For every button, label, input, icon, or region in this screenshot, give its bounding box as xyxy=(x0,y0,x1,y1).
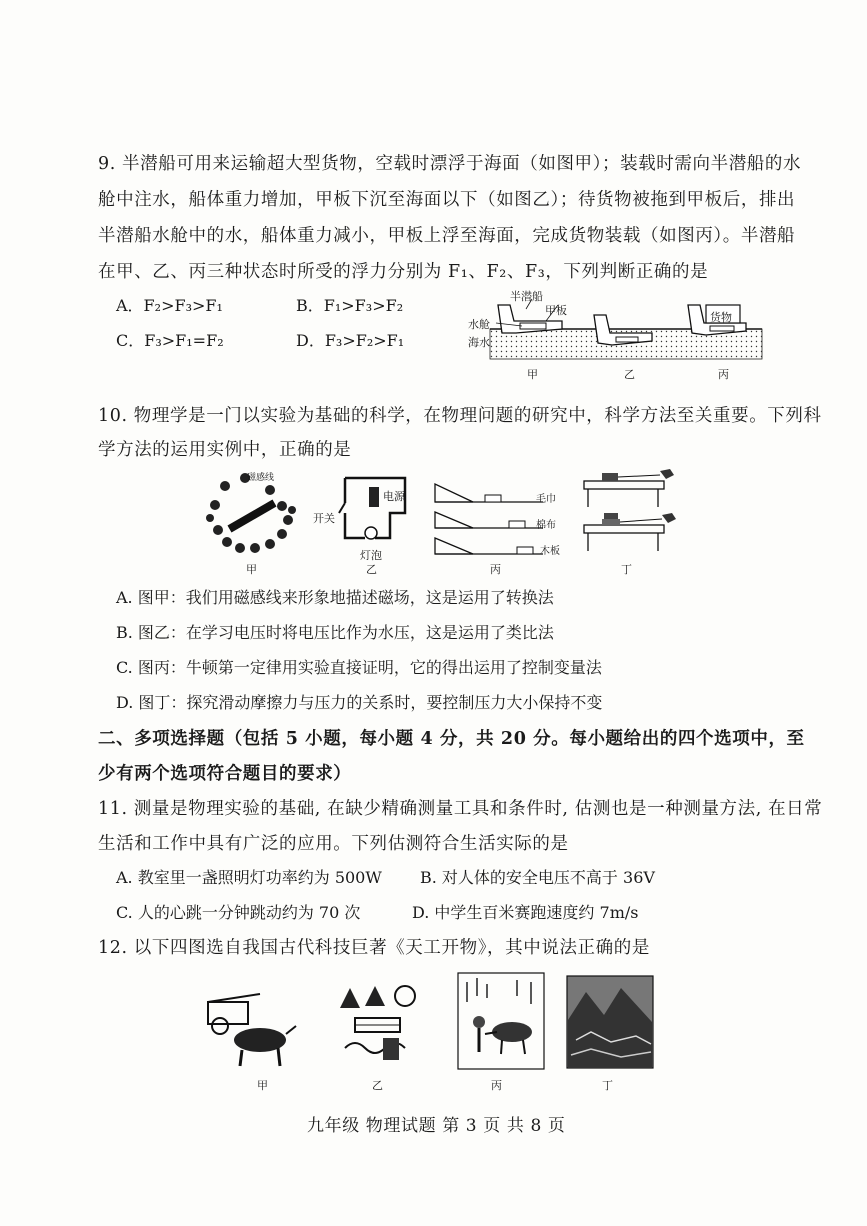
tiangong-figure-bing xyxy=(457,972,547,1072)
tiangong-figure-ding xyxy=(566,970,656,1070)
magnet-figure xyxy=(200,470,310,560)
q9-option-b[interactable]: B．F₁>F₃>F₂ xyxy=(296,296,404,315)
fig10-caption-jia: 甲 xyxy=(246,563,257,576)
label-deck: 甲板 xyxy=(545,304,567,317)
magnet-label: 磁感线 xyxy=(247,473,275,483)
circuit-figure xyxy=(335,473,415,558)
q11-line-2: 生活和工作中具有广泛的应用。下列估测符合生活实际的是 xyxy=(98,834,569,854)
q11-line-1: 11. 测量是物理实验的基础, 在缺少精确测量工具和条件时, 估测也是一种测量方法, 在日常 xyxy=(98,799,823,819)
q11-option-a[interactable]: A. 教室里一盏照明灯功率约为 500W xyxy=(116,868,382,887)
q9-option-d[interactable]: D．F₃>F₂>F₁ xyxy=(296,331,405,350)
caption-yi: 乙 xyxy=(624,368,635,381)
label-tank: 水舱 xyxy=(468,318,490,331)
page-footer: 九年级 物理试题 第 3 页 共 8 页 xyxy=(307,1116,566,1136)
tiangong-figure-yi xyxy=(335,978,425,1068)
q10-option-a[interactable]: A. 图甲：我们用磁感线来形象地描述磁场，这是运用了转换法 xyxy=(116,588,554,607)
q10-line-1: 10. 物理学是一门以实验为基础的科学，在物理问题的研究中，科学方法至关重要。下列科 xyxy=(98,406,822,426)
q9-line-4: 在甲、乙、丙三种状态时所受的浮力分别为 F₁、F₂、F₃，下列判断正确的是 xyxy=(98,262,709,282)
q9-line-3: 半潜船水舱中的水，船体重力减小，甲板上浮至海面，完成货物装载（如图丙）。半潜船 xyxy=(98,226,796,246)
fig12-caption-bing: 丙 xyxy=(491,1079,502,1092)
tiangong-figure-jia xyxy=(200,990,300,1070)
bulb-label: 灯泡 xyxy=(360,549,382,562)
friction-figure xyxy=(582,467,682,557)
power-label: 电源 xyxy=(383,490,405,503)
caption-bing: 丙 xyxy=(718,368,729,381)
towel-label: 毛巾 xyxy=(536,494,556,505)
fig10-caption-ding: 丁 xyxy=(621,563,632,576)
incline-figure xyxy=(433,482,553,562)
q9-option-a[interactable]: A．F₂>F₃>F₁ xyxy=(116,296,223,315)
label-cargo: 货物 xyxy=(710,311,732,324)
cotton-label: 棉布 xyxy=(536,520,556,531)
section2-line-1: 二、多项选择题（包括 5 小题，每小题 4 分，共 20 分。每小题给出的四个选项中，至 xyxy=(98,729,805,749)
board-label: 木板 xyxy=(540,546,560,557)
section2-line-2: 少有两个选项符合题目的要求） xyxy=(98,764,352,784)
q10-option-d[interactable]: D. 图丁：探究滑动摩擦力与压力的关系时，要控制压力大小保持不变 xyxy=(116,693,603,712)
q12-line-1: 12. 以下四图选自我国古代科技巨著《天工开物》，其中说法正确的是 xyxy=(98,938,650,958)
fig12-caption-ding: 丁 xyxy=(602,1079,613,1092)
fig12-caption-yi: 乙 xyxy=(372,1079,383,1092)
label-sea: 海水 xyxy=(468,336,490,349)
q9-option-c[interactable]: C．F₃>F₁=F₂ xyxy=(116,331,224,350)
q9-line-2: 舱中注水，船体重力增加，甲板下沉至海面以下（如图乙）；待货物被拖到甲板后，排出 xyxy=(98,190,796,210)
q9-line-1: 9. 半潜船可用来运输超大型货物，空载时漂浮于海面（如图甲）；装载时需向半潜船的水 xyxy=(98,154,802,174)
fig10-caption-bing: 丙 xyxy=(490,563,501,576)
q10-line-2: 学方法的运用实例中，正确的是 xyxy=(98,440,352,460)
caption-jia: 甲 xyxy=(527,368,538,381)
fig12-caption-jia: 甲 xyxy=(257,1079,268,1092)
q10-option-c[interactable]: C. 图丙：牛顿第一定律用实验直接证明，它的得出运用了控制变量法 xyxy=(116,658,602,677)
q10-option-b[interactable]: B. 图乙：在学习电压时将电压比作为水压，这是运用了类比法 xyxy=(116,623,554,642)
label-ship: 半潜船 xyxy=(510,290,543,303)
q11-option-d[interactable]: D. 中学生百米赛跑速度约 7m/s xyxy=(412,903,639,922)
q11-option-b[interactable]: B. 对人体的安全电压不高于 36V xyxy=(420,868,655,887)
switch-label: 开关 xyxy=(313,512,335,525)
q11-option-c[interactable]: C. 人的心跳一分钟跳动约为 70 次 xyxy=(116,903,361,922)
fig10-caption-yi: 乙 xyxy=(366,563,377,576)
